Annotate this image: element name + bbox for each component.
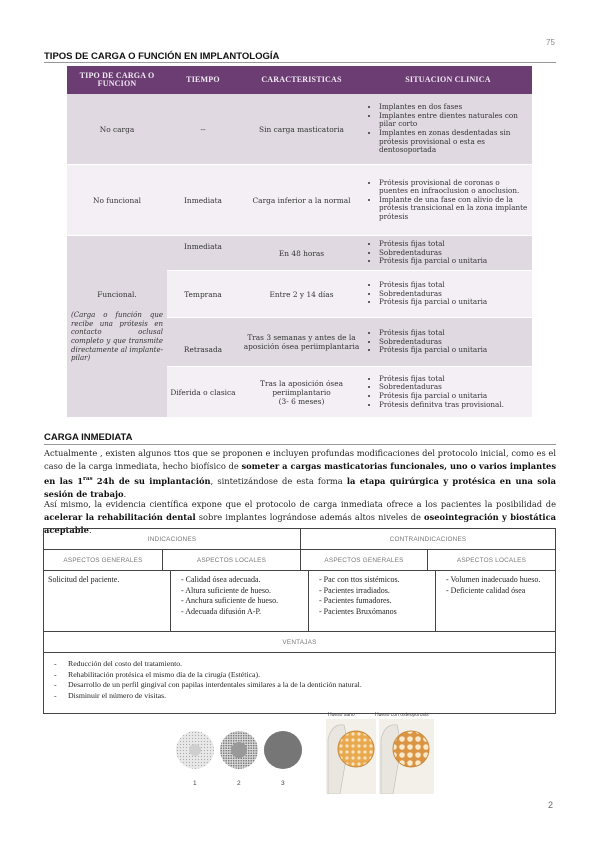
table-row [44, 529, 555, 550]
list-item: - Rehabilitación protésica el mismo día de la cirugía (Estética). [54, 670, 555, 681]
row-no-carga [67, 94, 532, 164]
cell-caracteristicas: Sin carga masticatoria [239, 94, 364, 164]
density-circle-1 [176, 731, 214, 769]
section-rule [44, 444, 556, 445]
page-number-bottom: 2 [548, 800, 554, 810]
list-item: - Volumen inadecuado hueso. [446, 575, 555, 586]
list-item: • Prótesis provisional de coronas o puentes en infraoclusion o anoclusion. [379, 179, 529, 196]
list-item: - Deficiente calidad ósea [446, 586, 555, 597]
header-contraindicaciones: CONTRAINDICACIONES [300, 529, 555, 549]
cell-situacion [364, 94, 532, 164]
xray-osteoporosis [379, 719, 434, 794]
caracteristicas-period: (3- 6 meses) [278, 396, 325, 406]
list-item: - Reducción del costo del tratamiento. [54, 659, 555, 670]
p2-bold-d: oseointegración y biostática aceptable [44, 512, 557, 535]
table-row [44, 632, 555, 653]
p1-sup: ras [82, 476, 93, 482]
p2-text-a: Así mismo, la evidencia científica expone que el protocolo de carga inmediata ofrece a los pacientes la posibilidad de [44, 499, 556, 509]
row-funcional [67, 235, 532, 417]
subrow-retrasada [167, 317, 532, 366]
subheader-contra-generales: ASPECTOS GENERALES [300, 550, 427, 570]
p1-bold-c: 24h de su implantación [92, 475, 211, 486]
list-item: - Anchura suficiente de hueso. [181, 596, 308, 607]
figure-label-2: 2 [237, 780, 241, 787]
subrow-inmediata [167, 236, 532, 270]
list-item: • Prótesis definitva tras provisional. [379, 401, 504, 410]
list-item: • Prótesis fija parcial o unitaria [379, 392, 504, 401]
subheader-ind-generales: ASPECTOS GENERALES [63, 556, 143, 564]
cell-caracteristicas [239, 367, 364, 417]
paragraph-1 [44, 447, 556, 501]
tipos-carga-table [67, 66, 532, 417]
xray-healthy [326, 719, 376, 794]
list-item: - Pacientes fumadores. [319, 596, 435, 607]
funcional-label: Funcional. [97, 289, 137, 299]
table-header-row [67, 66, 532, 94]
cell-tiempo: Inmediata [167, 236, 239, 270]
list-item: • Sobredentaduras [379, 290, 487, 299]
cell-situacion [364, 271, 532, 317]
density-circle-3 [264, 731, 302, 769]
list-item: • Implantes entre dientes naturales con pilar corto [379, 112, 529, 129]
cell-tiempo: Temprana [167, 271, 239, 317]
density-circle-2 [220, 731, 258, 769]
header-tiempo: TIEMPO [186, 75, 220, 84]
list-item: - Pacientes irradiados. [319, 586, 435, 597]
list-item: • Prótesis fijas total [379, 329, 487, 338]
cell-ind-generales: Solicitud del paciente. [48, 575, 120, 584]
section-title-tipos-carga: TIPOS DE CARGA O FUNCIÓN EN IMPLANTOLOGÍA [44, 51, 280, 62]
p1-bold-e: la etapa quirúrgica y protésica en una sola sesión de trabajo [44, 475, 556, 499]
table-row [44, 653, 555, 713]
list-item: • Prótesis fijas total [379, 375, 504, 384]
list-item: • Prótesis fijas total [379, 281, 487, 290]
funcional-note: (Carga o función que recibe una prótesis en contacto oclusal completo y que transmite directamente al implante-pilar) [71, 310, 163, 363]
subheader-contra-locales: ASPECTOS LOCALES [427, 550, 555, 570]
cell-situacion [364, 236, 532, 270]
row-no-funcional [67, 164, 532, 235]
list-item: • Sobredentaduras [379, 383, 504, 392]
xray-label-osteoporosis: Hueso con osteoporosis [375, 712, 429, 718]
header-tipo: TIPO DE CARGA O FUNCION [79, 71, 155, 88]
cell-caracteristicas: Carga inferior a la normal [239, 165, 364, 235]
subrow-diferida [167, 366, 532, 417]
header-caracteristicas: CARACTERISTICAS [261, 75, 342, 84]
list-item: - Pac con ttos sistémicos. [319, 575, 435, 586]
list-item: • Prótesis fija parcial o unitaria [379, 298, 487, 307]
cell-tiempo: Retrasada [167, 318, 239, 366]
section-rule [44, 62, 556, 63]
table-row [44, 550, 555, 571]
funcional-subrows [167, 236, 532, 417]
list-item: • Prótesis fija parcial o unitaria [379, 346, 487, 355]
figure-label-1: 1 [193, 780, 197, 787]
header-indicaciones: INDICACIONES [147, 535, 197, 543]
caracteristicas-text: Tras la aposición ósea periimplantario [260, 378, 343, 397]
cell-tipo: No carga [67, 94, 167, 164]
subrow-temprana [167, 270, 532, 317]
indicaciones-table [43, 528, 556, 714]
p2-text-c: sobre implantes lográndose además altos niveles de [195, 512, 425, 522]
header-ventajas: VENTAJAS [282, 638, 317, 646]
cell-ventajas [44, 653, 555, 713]
p1-text-a: Actualmente , existen algunos ttos que se proponen e incluyen profundas modificaciones del protocolo inicial, como es el caso de la carga inmediata, hecho biofísico de [44, 448, 556, 471]
p1-text-d: , sintetizándose de esta forma [210, 475, 347, 486]
list-item: - Desarrollo de un perfil gingival con papilas interdentales similares a la de la dentición natural. [54, 680, 555, 691]
list-item: • Prótesis fijas total [379, 240, 487, 249]
p1-text-f: . [123, 488, 127, 499]
list-item: • Sobredentaduras [379, 249, 487, 258]
list-item: • Prótesis fija parcial o unitaria [379, 257, 487, 266]
list-item: • Sobredentaduras [379, 338, 487, 347]
cell-caracteristicas: En 48 horas [239, 236, 364, 270]
cell-tiempo: -- [167, 94, 239, 164]
table-row [44, 571, 555, 632]
cell-situacion [364, 367, 532, 417]
cell-caracteristicas: Entre 2 y 14 días [239, 271, 364, 317]
cell-contra-locales [435, 571, 555, 631]
cell-ind-locales [170, 571, 308, 631]
list-item: - Adecuada difusión A-P. [181, 607, 308, 618]
cell-tiempo: Inmediata [167, 165, 239, 235]
list-item: - Calidad ósea adecuada. [181, 575, 308, 586]
list-item: - Pacientes Bruxómanos [319, 607, 435, 618]
cell-tipo: No funcional [67, 165, 167, 235]
header-situacion: SITUACION CLINICA [405, 75, 491, 84]
page-number-top: 75 [546, 38, 555, 47]
cell-caracteristicas: Tras 3 semanas y antes de la aposición ósea periimplantaria [239, 318, 364, 366]
cell-contra-generales [308, 571, 435, 631]
cell-tiempo: Diferida o clasica [167, 367, 239, 417]
figure-label-3: 3 [281, 780, 285, 787]
p2-text-e: . [88, 525, 92, 535]
cell-situacion [364, 318, 532, 366]
p1-bold-b: someter a cargas masticatorias funcionales, uno o varios implantes en las 1 [44, 461, 556, 486]
p2-bold-b: acelerar la rehabilitación dental [44, 512, 196, 522]
cell-tipo-funcional [67, 236, 167, 417]
subheader-ind-locales: ASPECTOS LOCALES [162, 550, 300, 570]
list-item: • Implantes en zonas desdentadas sin prótesis provisional o esta es dentosoportada [379, 129, 529, 155]
section-title-carga-inmediata: CARGA INMEDIATA [44, 432, 133, 443]
list-item: - Altura suficiente de hueso. [181, 586, 308, 597]
xray-label-healthy: Hueso sano [328, 712, 355, 718]
bone-xray-figure [326, 719, 436, 794]
list-item: - Disminuir el número de visitas. [54, 691, 555, 702]
list-item: • Implante de una fase con alivio de la prótesis transicional en la zona implante prótesis [379, 196, 529, 222]
list-item: • Implantes en dos fases [379, 103, 529, 112]
cell-situacion [364, 165, 532, 235]
